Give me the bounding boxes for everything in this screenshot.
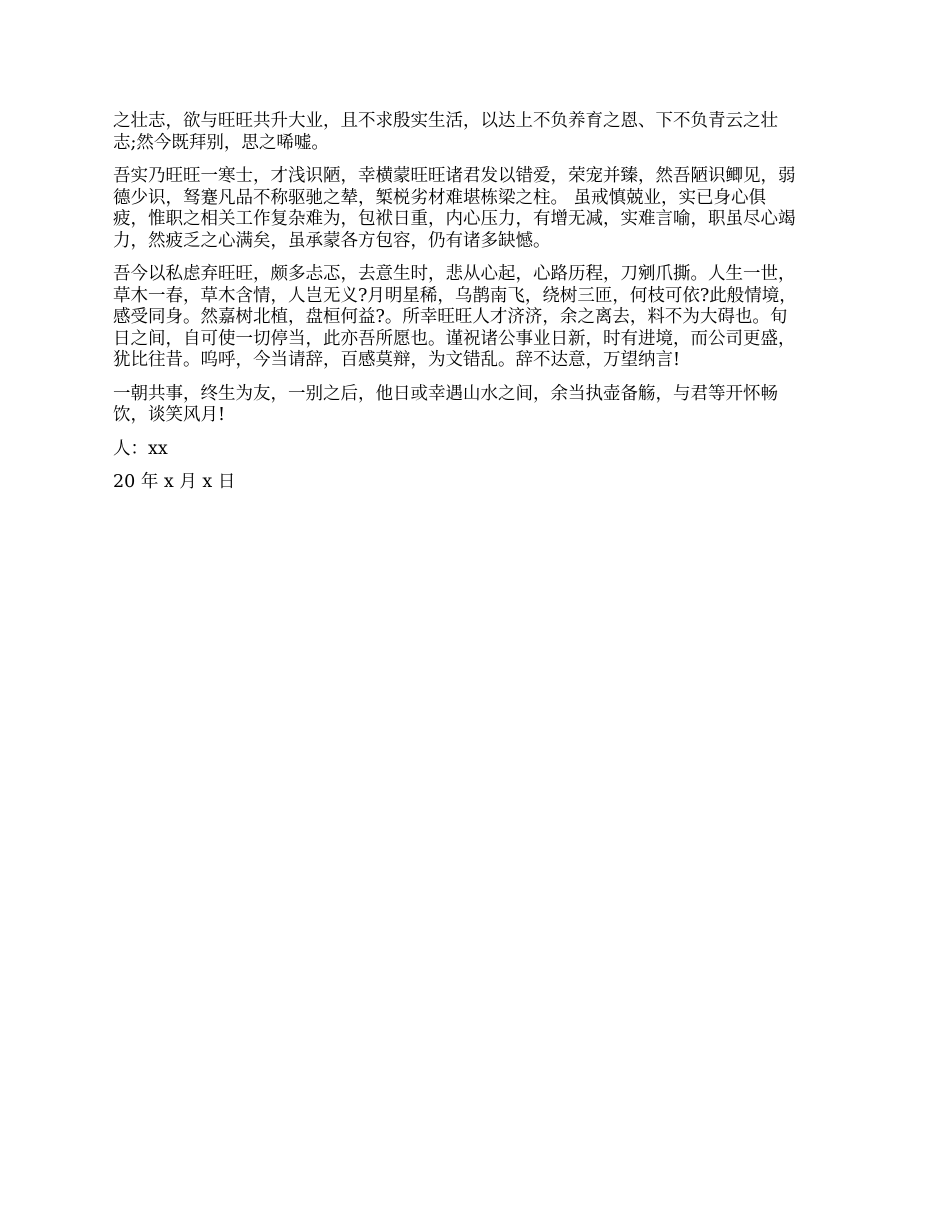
paragraph-4	[113, 384, 840, 427]
text-line: 犹比往昔。呜呼，今当请辞，百感莫辩，为文错乱。辞不达意，万望纳言!	[113, 350, 681, 370]
signature-line	[113, 439, 840, 461]
date-line	[113, 472, 840, 494]
paragraph-3	[113, 264, 840, 372]
text-line: 之壮志，欲与旺旺共升大业，且不求殷实生活，以达上不负养育之恩、下不负青云之壮	[113, 111, 778, 131]
date-text: 20 年 x 月 x 日	[113, 472, 236, 492]
paragraph-2	[113, 166, 840, 252]
text-line: 力，然疲乏之心满矣，虽承蒙各方包容，仍有诸多缺憾。	[113, 230, 551, 251]
text-line: 饮，谈笑风月!	[113, 405, 226, 425]
text-line: 吾今以私虑弃旺旺，颇多忐忑，去意生时，悲从心起，心路历程，刀剜爪撕。人生一世，	[113, 264, 796, 284]
text-line: 一朝共事，终生为友，一别之后，他日或幸遇山水之间，余当执壶备觞，与君等开怀畅	[113, 383, 778, 404]
text-line: 吾实乃旺旺一寒士，才浅识陋，幸横蒙旺旺诸君发以错爱，荣宠并臻，然吾陋识鲫见，弱	[113, 166, 796, 186]
text-line: 日之间，自可使一切停当，此亦吾所愿也。谨祝诸公事业日新，时有进境，而公司更盛，	[113, 328, 796, 349]
text-line: 德少识，驽蹇凡品不称驱驰之辇，椠棁劣材难堪栋梁之柱。 虽戒慎兢业，实已身心俱	[113, 187, 767, 208]
text-line: 感受同身。然嘉树北植，盘桓何益?。所幸旺旺人才济济，余之离去，料不为大碍也。旬	[113, 307, 788, 327]
signature-text: 人：xx	[113, 438, 168, 459]
text-line: 草木一春，草木含情，人岂无义?月明星稀，乌鹊南飞，绕树三匝，何枝可依?此般情境，	[113, 285, 797, 306]
paragraph-1	[113, 111, 840, 154]
text-line: 疲，惟职之相关工作复杂难为，包袱日重，内心压力，有增无减，实难言喻，职虽尽心竭	[113, 209, 796, 229]
text-line: 志;然今既拜别，思之唏嘘。	[113, 132, 329, 153]
